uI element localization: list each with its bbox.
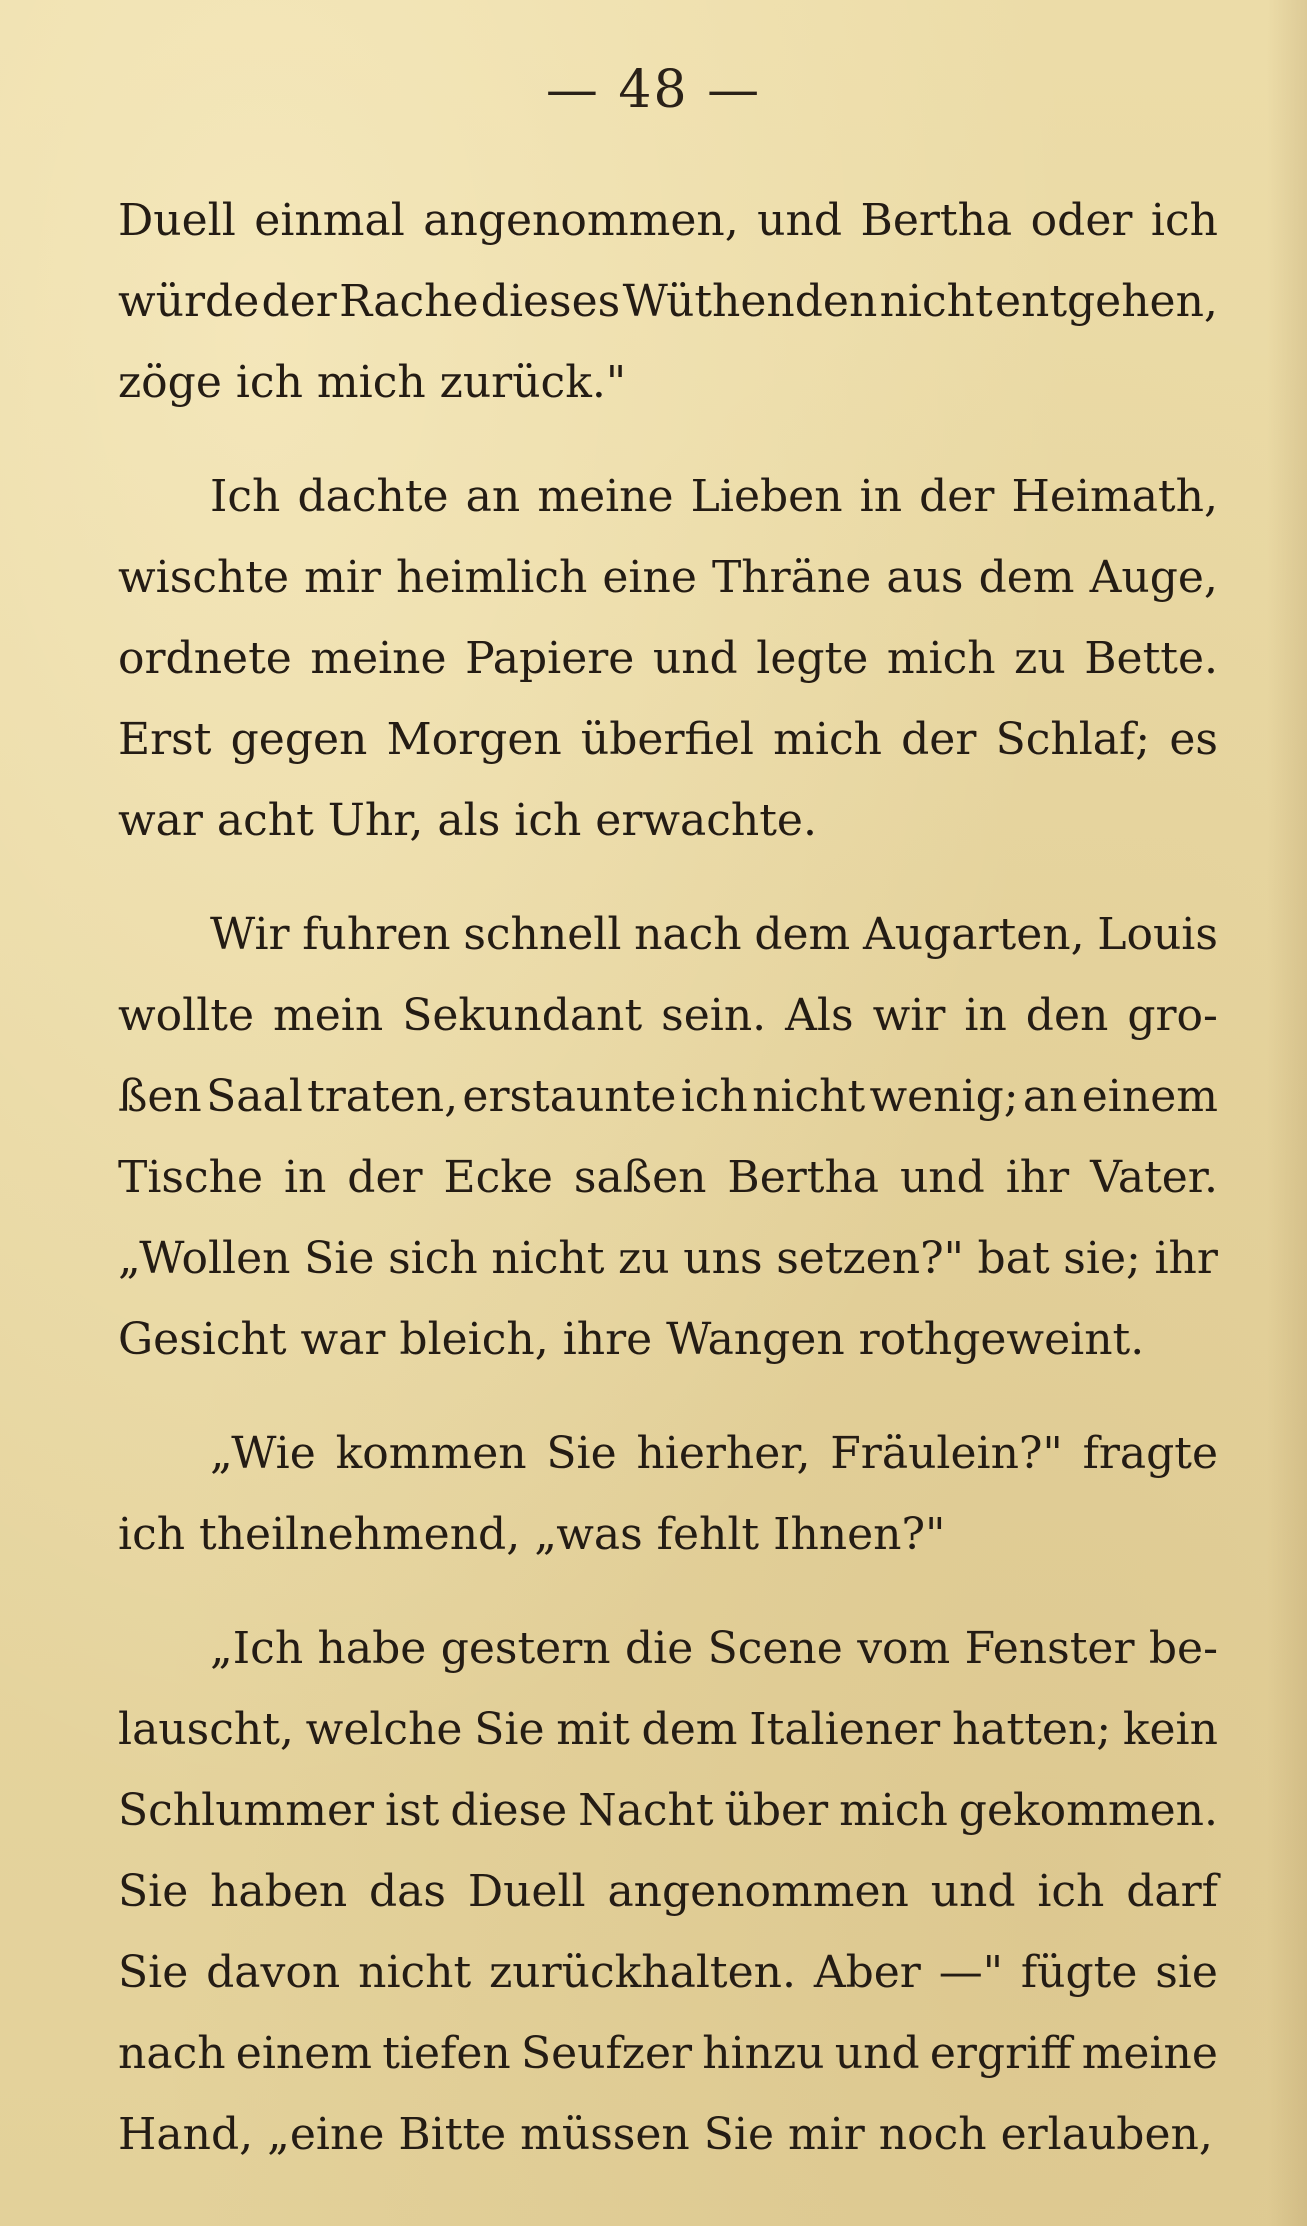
- word: dem: [754, 909, 851, 960]
- paragraph-gap: [118, 1575, 1218, 1608]
- word: ihr: [1154, 1233, 1218, 1284]
- word: dachte: [297, 471, 449, 522]
- word: Auge,: [1089, 552, 1218, 603]
- word: Duell: [118, 195, 236, 246]
- word: wenig;: [869, 1071, 1019, 1122]
- word: Italiener: [749, 1704, 941, 1755]
- text-line: [118, 537, 1218, 618]
- word: in: [283, 1152, 327, 1203]
- word: traten,: [307, 1071, 459, 1122]
- word: Sie: [546, 1428, 617, 1479]
- text-line: [118, 1770, 1218, 1851]
- word: vom: [857, 1623, 951, 1674]
- word: mir: [304, 552, 381, 603]
- text-line: [118, 1932, 1218, 2013]
- word: und: [930, 1866, 1016, 1917]
- word: wir: [872, 990, 946, 1041]
- word: über: [724, 1785, 829, 1836]
- word: „Ich: [210, 1623, 304, 1674]
- word: angenommen: [607, 1866, 909, 1917]
- word: oder: [1030, 195, 1133, 246]
- word: fragte: [1082, 1428, 1218, 1479]
- word: mich: [773, 714, 882, 765]
- word: bat: [977, 1233, 1050, 1284]
- word: ergriff: [929, 2028, 1072, 2079]
- word: —": [938, 1947, 1003, 1998]
- word: fuhren: [302, 909, 451, 960]
- word: hierher,: [636, 1428, 811, 1479]
- word: setzen?": [776, 1233, 964, 1284]
- word: Schlaf;: [995, 714, 1151, 765]
- word: mich: [839, 1785, 948, 1836]
- paragraph-gap: [118, 1380, 1218, 1413]
- word: erstaunte: [462, 1071, 677, 1122]
- word: in: [859, 471, 903, 522]
- word: Nacht: [578, 1785, 714, 1836]
- word: nach: [634, 909, 742, 960]
- word: der: [919, 471, 995, 522]
- word: Fräulein?": [830, 1428, 1063, 1479]
- text-line: [118, 1608, 1218, 1689]
- word: Heimath,: [1011, 471, 1218, 522]
- word: Sekundant: [402, 990, 643, 1041]
- word: wischte: [118, 552, 290, 603]
- text-line: [118, 1137, 1218, 1218]
- paragraph: [118, 180, 1218, 423]
- word: be-: [1148, 1623, 1218, 1674]
- word: ihr: [1005, 1152, 1070, 1203]
- word: legte: [756, 633, 869, 684]
- word: Wüthenden: [622, 276, 878, 327]
- word: gekommen.: [958, 1785, 1218, 1836]
- word: heimlich: [396, 552, 588, 603]
- text-line: [118, 1413, 1218, 1494]
- word: darf: [1126, 1866, 1218, 1917]
- word: diese: [450, 1785, 568, 1836]
- text-line: war acht Uhr, als ich erwachte.: [118, 795, 817, 846]
- word: angenommen,: [423, 195, 739, 246]
- word: aus: [886, 552, 964, 603]
- word: der: [347, 1152, 423, 1203]
- word: kommen: [335, 1428, 527, 1479]
- word: Bertha: [727, 1152, 880, 1203]
- word: habe: [317, 1623, 427, 1674]
- page-edge-shading: [1267, 0, 1307, 2226]
- word: der: [261, 276, 337, 327]
- text-line: [118, 456, 1218, 537]
- word: würde: [118, 276, 260, 327]
- word: dem: [978, 552, 1075, 603]
- word: einem: [235, 2028, 373, 2079]
- text-line: zöge ich mich zurück.": [118, 357, 627, 408]
- word: sie: [1155, 1947, 1218, 1998]
- word: fügte: [1020, 1947, 1138, 1998]
- paragraph-gap: [118, 861, 1218, 894]
- paragraph: [118, 456, 1218, 861]
- word: mit: [556, 1704, 630, 1755]
- word: hinzu: [702, 2028, 825, 2079]
- text-line: [118, 699, 1218, 780]
- text-line: [118, 2013, 1218, 2094]
- word: mich: [886, 633, 996, 684]
- word: nicht: [491, 1233, 605, 1284]
- word: Ich: [210, 471, 281, 522]
- word: sein.: [661, 990, 767, 1041]
- page-number: — 48 —: [545, 60, 762, 120]
- word: Bertha: [860, 195, 1013, 246]
- word: Louis: [1097, 909, 1218, 960]
- word: kein: [1122, 1704, 1218, 1755]
- word: zu: [618, 1233, 670, 1284]
- word: nicht: [879, 276, 993, 327]
- paragraph-gap: [118, 423, 1218, 456]
- word: zurückhalten.: [489, 1947, 796, 1998]
- word: Scene: [707, 1623, 843, 1674]
- word: und: [899, 1152, 985, 1203]
- word: ich: [680, 1071, 748, 1122]
- word: Thräne: [711, 552, 872, 603]
- word: den: [1025, 990, 1109, 1041]
- word: meine: [310, 633, 447, 684]
- word: und: [834, 2028, 920, 2079]
- word: ßen: [118, 1071, 202, 1122]
- word: Vater.: [1090, 1152, 1218, 1203]
- word: meine: [1081, 2028, 1218, 2079]
- word: Sie: [118, 1866, 189, 1917]
- word: Duell: [467, 1866, 586, 1917]
- word: meine: [537, 471, 674, 522]
- word: nach: [118, 2028, 226, 2079]
- word: gestern: [440, 1623, 611, 1674]
- paragraph: [118, 1413, 1218, 1575]
- word: Lieben: [690, 471, 843, 522]
- word: Erst: [118, 714, 212, 765]
- word: Aber: [813, 1947, 921, 1998]
- word: überfiel: [580, 714, 754, 765]
- word: schnell: [463, 909, 622, 960]
- text-line: [118, 618, 1218, 699]
- word: Ecke: [443, 1152, 553, 1203]
- paragraph: [118, 1608, 1218, 2175]
- word: und: [652, 633, 738, 684]
- word: Morgen: [386, 714, 562, 765]
- text-line: ich theilnehmend, „was fehlt Ihnen?": [118, 1509, 946, 1560]
- word: Sie: [304, 1233, 375, 1284]
- word: Als: [785, 990, 854, 1041]
- text-line: Gesicht war bleich, ihre Wangen rothgeweint.: [118, 1314, 1145, 1365]
- word: die: [624, 1623, 694, 1674]
- word: entgehen,: [994, 276, 1218, 327]
- word: in: [964, 990, 1007, 1041]
- word: ich: [1150, 195, 1218, 246]
- word: einmal: [254, 195, 405, 246]
- text-line: Hand, „eine Bitte müssen Sie mir noch erlauben,: [118, 2109, 1213, 2160]
- word: Saal: [206, 1071, 303, 1122]
- word: Bette.: [1084, 633, 1218, 684]
- word: Augarten,: [862, 909, 1085, 960]
- word: gro-: [1127, 990, 1218, 1041]
- word: Seufzer: [520, 2028, 693, 2079]
- word: sich: [388, 1233, 478, 1284]
- word: nicht: [358, 1947, 472, 1998]
- text-line: [118, 894, 1218, 975]
- word: „Wie: [210, 1428, 316, 1479]
- word: nicht: [752, 1071, 866, 1122]
- word: gegen: [230, 714, 368, 765]
- word: tiefen: [382, 2028, 511, 2079]
- text-line: [118, 1851, 1218, 1932]
- word: an: [465, 471, 521, 522]
- word: lauscht,: [118, 1704, 294, 1755]
- word: Sie: [118, 1947, 189, 1998]
- word: Papiere: [465, 633, 635, 684]
- word: Rache: [339, 276, 479, 327]
- text-line: [118, 180, 1218, 261]
- word: das: [369, 1866, 446, 1917]
- word: dem: [641, 1704, 738, 1755]
- word: wollte: [118, 990, 255, 1041]
- text-line: [118, 975, 1218, 1056]
- word: „Wollen: [118, 1233, 291, 1284]
- body-text: [118, 180, 1218, 2175]
- word: davon: [206, 1947, 341, 1998]
- word: hatten;: [951, 1704, 1112, 1755]
- word: zu: [1014, 633, 1066, 684]
- word: an: [1022, 1071, 1078, 1122]
- word: Fenster: [964, 1623, 1135, 1674]
- word: sie;: [1063, 1233, 1141, 1284]
- word: dieses: [480, 276, 621, 327]
- text-line: [118, 261, 1218, 342]
- word: es: [1169, 714, 1218, 765]
- text-line: [118, 1689, 1218, 1770]
- word: Schlummer: [118, 1785, 375, 1836]
- word: saßen: [573, 1152, 707, 1203]
- word: ist: [385, 1785, 440, 1836]
- word: mein: [273, 990, 384, 1041]
- word: eine: [602, 552, 697, 603]
- word: welche: [305, 1704, 463, 1755]
- text-line: [118, 1218, 1218, 1299]
- word: und: [757, 195, 843, 246]
- text-line: [118, 1056, 1218, 1137]
- word: Wir: [210, 909, 290, 960]
- word: einem: [1081, 1071, 1218, 1122]
- word: Sie: [474, 1704, 545, 1755]
- paragraph: [118, 894, 1218, 1380]
- word: ordnete: [118, 633, 292, 684]
- word: Tische: [118, 1152, 264, 1203]
- word: ich: [1037, 1866, 1105, 1917]
- word: der: [901, 714, 977, 765]
- word: haben: [210, 1866, 348, 1917]
- word: uns: [683, 1233, 763, 1284]
